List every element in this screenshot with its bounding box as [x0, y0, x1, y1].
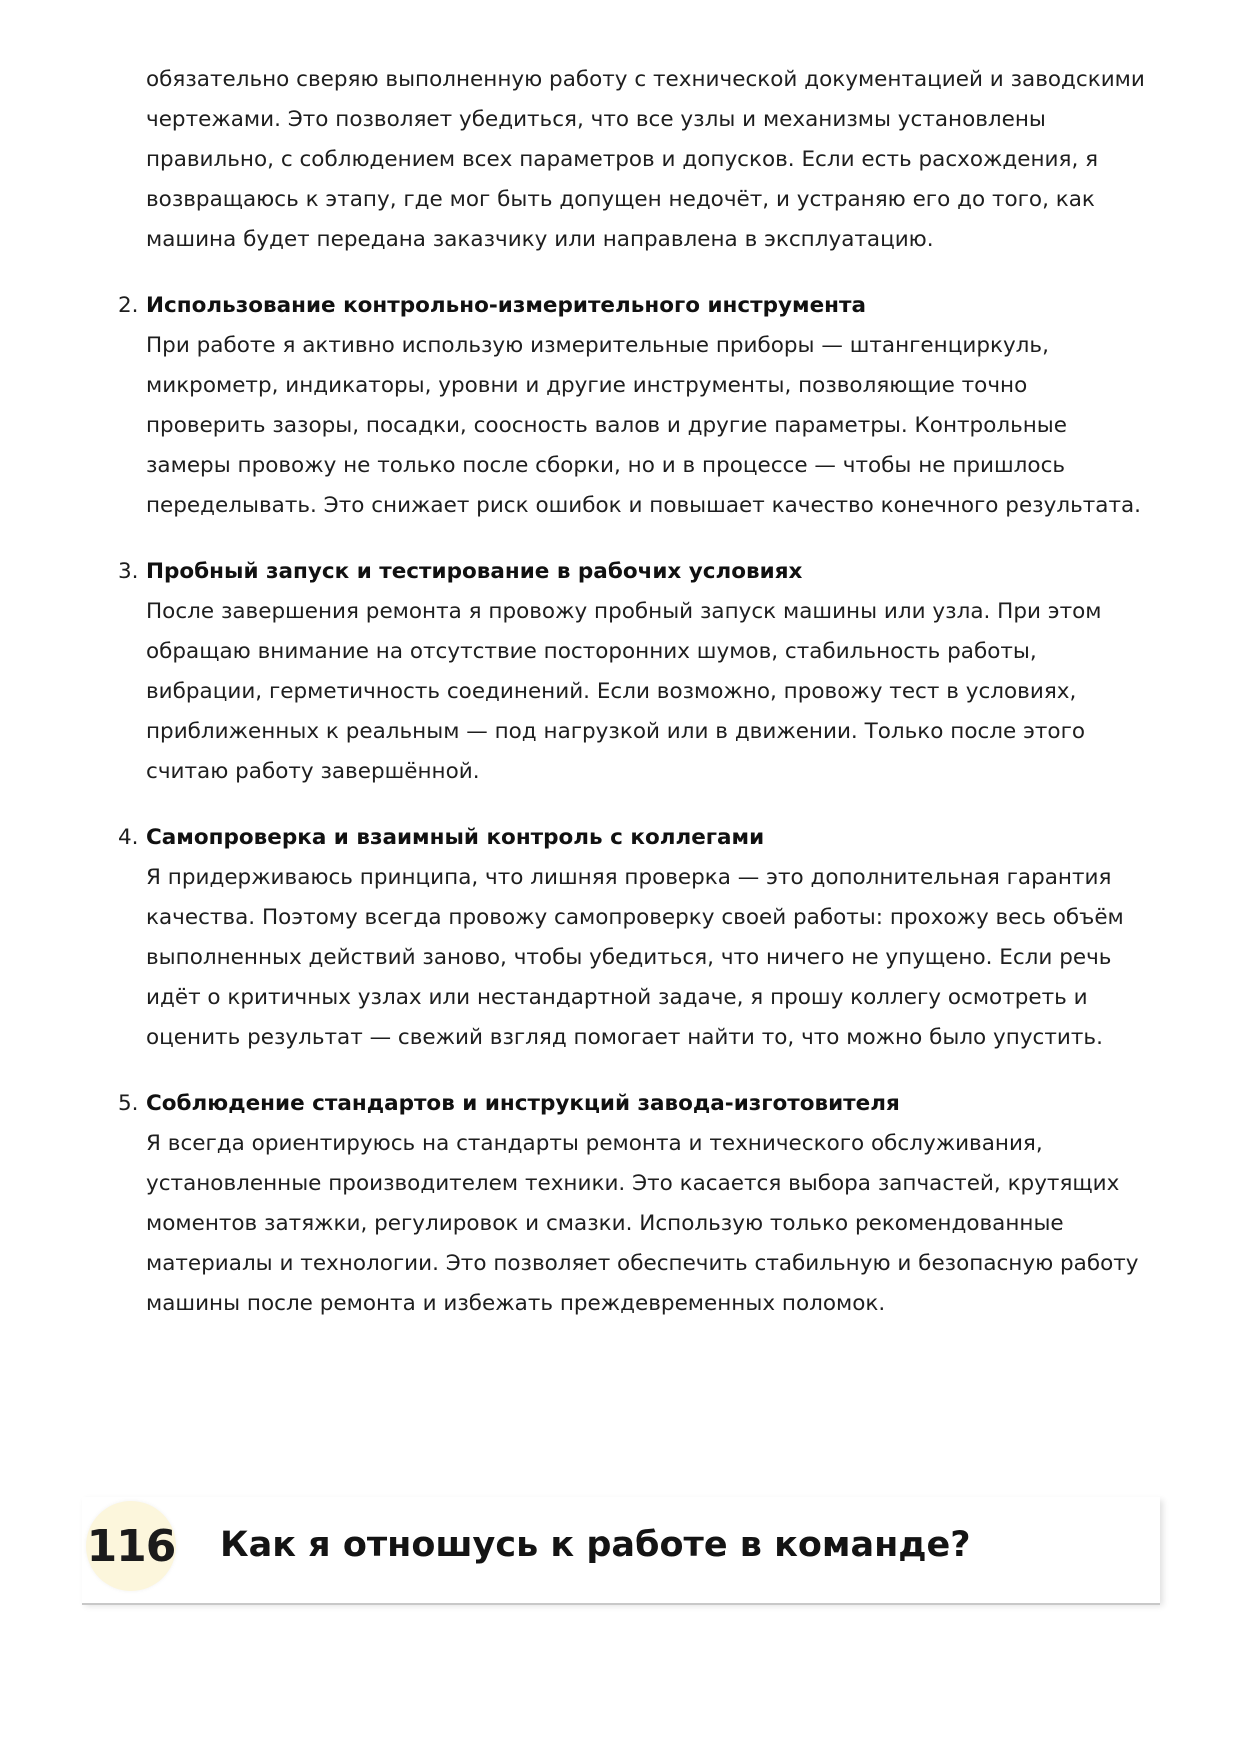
list-item	[118, 286, 1166, 526]
body-line: При работе я активно использую измерительные приборы — штангенциркуль,	[146, 333, 1049, 358]
body-line: замеры провожу не только после сборки, но и в процессе — чтобы не пришлось	[146, 453, 1066, 478]
body-line: установленные производителем техники. Это касается выбора запчастей, крутящих	[146, 1171, 1120, 1196]
question-divider	[82, 1603, 1160, 1605]
list-item-number: 3.	[118, 559, 139, 584]
question-title: Как я отношусь к работе в команде?	[220, 1525, 971, 1565]
list-item	[118, 552, 1166, 792]
list-item-number: 5.	[118, 1091, 139, 1116]
list-item	[118, 1084, 1166, 1324]
body-line: Я придерживаюсь принципа, что лишняя проверка — это дополнительная гарантия	[146, 865, 1112, 890]
list-item-title: Соблюдение стандартов и инструкций завода-изготовителя	[146, 1091, 900, 1116]
body-line: микрометр, индикаторы, уровни и другие инструменты, позволяющие точно	[146, 373, 1028, 398]
list-item-title: Пробный запуск и тестирование в рабочих условиях	[146, 559, 803, 584]
body-line: оценить результат — свежий взгляд помогает найти то, что можно было упустить.	[146, 1025, 1103, 1050]
list-item-title: Использование контрольно-измерительного инструмента	[146, 293, 866, 318]
intro-paragraph	[146, 60, 1166, 260]
body-line: Я всегда ориентируюсь на стандарты ремонта и технического обслуживания,	[146, 1131, 1043, 1156]
body-line: обращаю внимание на отсутствие посторонних шумов, стабильность работы,	[146, 639, 1037, 664]
body-line: проверить зазоры, посадки, соосность валов и другие параметры. Контрольные	[146, 413, 1068, 438]
intro-line: обязательно сверяю выполненную работу с технической документацией и заводскими	[146, 67, 1145, 92]
list-item-body	[146, 326, 1166, 526]
list-item-number: 2.	[118, 293, 139, 318]
list-item-body	[146, 592, 1166, 792]
list-item-number: 4.	[118, 825, 139, 850]
list-item-body	[146, 1124, 1166, 1324]
list-item	[118, 818, 1166, 1058]
body-line: После завершения ремонта я провожу пробный запуск машины или узла. При этом	[146, 599, 1102, 624]
intro-line: чертежами. Это позволяет убедиться, что все узлы и механизмы установлены	[146, 107, 1046, 132]
intro-line: правильно, с соблюдением всех параметров и допусков. Если есть расхождения, я	[146, 147, 1099, 172]
body-line: вибрации, герметичность соединений. Если возможно, провожу тест в условиях,	[146, 679, 1077, 704]
list-item-title: Самопроверка и взаимный контроль с коллегами	[146, 825, 765, 850]
intro-line: машина будет передана заказчику или направлена в эксплуатацию.	[146, 227, 934, 252]
body-line: материалы и технологии. Это позволяет обеспечить стабильную и безопасную работу	[146, 1251, 1139, 1276]
body-line: идёт о критичных узлах или нестандартной задаче, я прошу коллегу осмотреть и	[146, 985, 1088, 1010]
body-line: качества. Поэтому всегда провожу самопроверку своей работы: прохожу весь объём	[146, 905, 1124, 930]
list-item-body	[146, 858, 1166, 1058]
body-line: моментов затяжки, регулировок и смазки. Использую только рекомендованные	[146, 1211, 1064, 1236]
numbered-list	[118, 286, 1166, 1324]
body-line: считаю работу завершённой.	[146, 759, 480, 784]
question-number-badge: 116	[86, 1501, 176, 1591]
body-line: машины после ремонта и избежать преждевременных поломок.	[146, 1291, 886, 1316]
intro-line: возвращаюсь к этапу, где мог быть допущен недочёт, и устраняю его до того, как	[146, 187, 1095, 212]
body-line: приближенных к реальным — под нагрузкой или в движении. Только после этого	[146, 719, 1086, 744]
body-line: переделывать. Это снижает риск ошибок и повышает качество конечного результата.	[146, 493, 1141, 518]
question-header	[82, 1497, 1160, 1603]
body-line: выполненных действий заново, чтобы убедиться, что ничего не упущено. Если речь	[146, 945, 1112, 970]
document-body	[118, 60, 1166, 1324]
